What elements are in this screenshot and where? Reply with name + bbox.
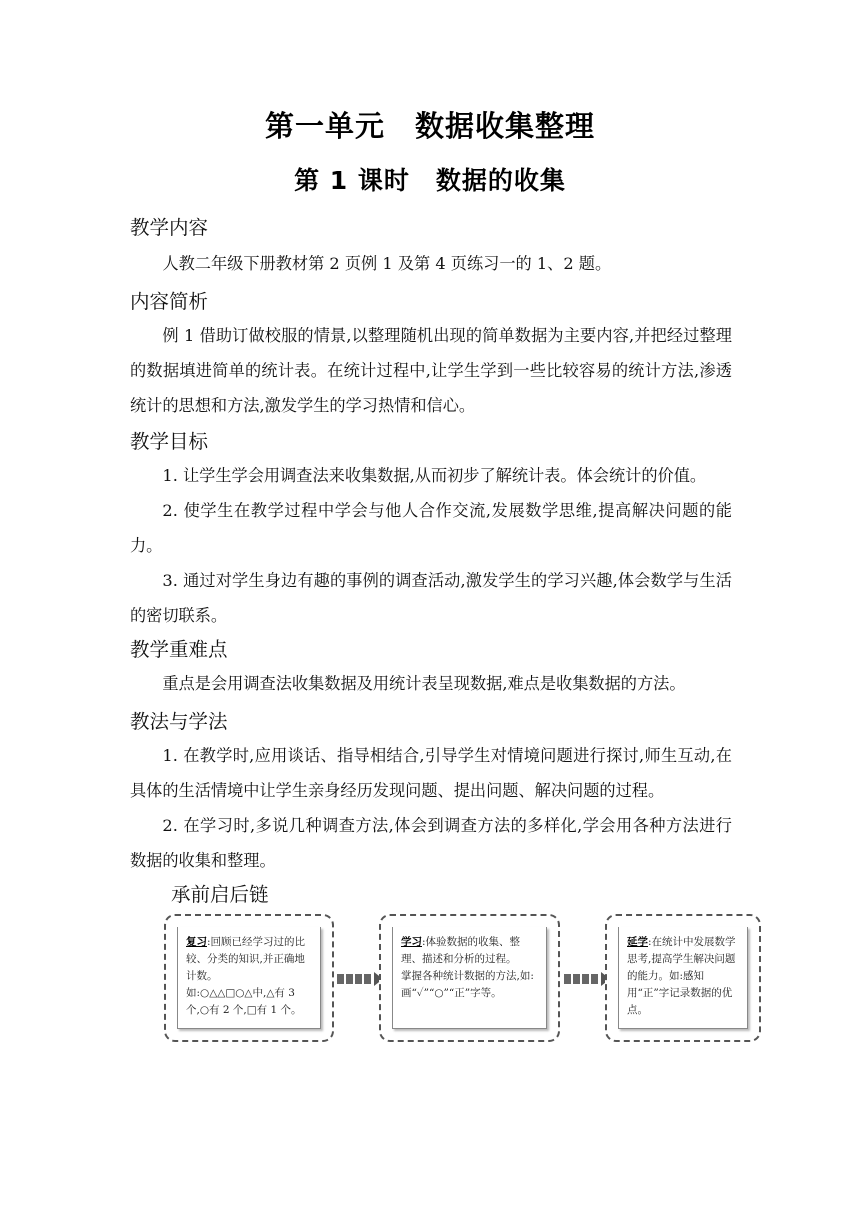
heading-methods: 教法与学法 — [130, 710, 228, 733]
paragraph: 人教二年级下册教材第 2 页例 1 及第 4 页练习一的 1、2 题。 — [162, 254, 612, 273]
teaching-goals-text — [130, 458, 732, 633]
extend-box-inner — [618, 927, 748, 1029]
extend-text: :在统计中发展数学思考,提高学生解决问题的能力。如:感知用“正”字记录数据的优点。 — [627, 936, 736, 1016]
learn-text: :体验数据的收集、整理、描述和分析的过程。 — [401, 936, 521, 965]
lesson-title: 第 1 课时 数据的收集 — [294, 166, 566, 195]
heading-content-analysis: 内容简析 — [130, 290, 209, 313]
unit-title: 第一单元 数据收集整理 — [264, 109, 595, 143]
heading-teaching-content: 教学内容 — [130, 216, 209, 239]
review-box-inner — [177, 927, 321, 1029]
paragraph: 3. 通过对学生身边有趣的事例的调查活动,激发学生的学习兴趣,体会数学与生活的密切联系。 — [130, 571, 732, 625]
key-points-text — [130, 666, 732, 701]
paragraph: 2. 在学习时,多说几种调查方法,体会到调查方法的多样化,学会用各种方法进行数据的收集和整理。 — [130, 816, 732, 870]
content-analysis-text — [130, 318, 732, 423]
extend-box — [605, 914, 761, 1042]
extend-label: 延学 — [627, 936, 648, 948]
arrow-icon — [337, 972, 385, 986]
heading-teaching-goals: 教学目标 — [130, 430, 209, 453]
review-text: :回顾已经学习过的比较、分类的知识,并正确地计数。 — [186, 936, 306, 982]
paragraph: 重点是会用调查法收集数据及用统计表呈现数据,难点是收集数据的方法。 — [162, 674, 686, 693]
review-example: 如:○△△□○△中,△有 3 个,○有 2 个,□有 1 个。 — [186, 987, 302, 1016]
paragraph: 1. 让学生学会用调查法来收集数据,从而初步了解统计表。体会统计的价值。 — [162, 466, 707, 485]
learn-box-inner — [392, 927, 547, 1029]
paragraph: 例 1 借助订做校服的情景,以整理随机出现的简单数据为主要内容,并把经过整理的数据填进简单的统计表。在统计过程中,让学生学到一些比较容易的统计方法,渗透统计的思想和方法,激发学生的学习热情和信心。 — [130, 326, 732, 415]
teaching-content-text — [130, 246, 732, 281]
heading-key-points: 教学重难点 — [130, 638, 228, 661]
learn-extra: 掌握各种统计数据的方法,如:画“✓”“○”“正”字等。 — [401, 970, 534, 999]
learn-label: 学习 — [401, 936, 422, 948]
paragraph: 1. 在教学时,应用谈话、指导相结合,引导学生对情境问题进行探讨,师生互动,在具体的生活情境中让学生亲身经历发现问题、提出问题、解决问题的过程。 — [130, 746, 732, 800]
learn-box — [379, 914, 560, 1042]
chain-heading: 承前启后链 — [171, 883, 269, 906]
methods-text — [130, 738, 732, 878]
paragraph: 2. 使学生在教学过程中学会与他人合作交流,发展数学思维,提高解决问题的能力。 — [130, 501, 732, 555]
review-box — [164, 914, 334, 1042]
review-label: 复习 — [186, 936, 207, 948]
